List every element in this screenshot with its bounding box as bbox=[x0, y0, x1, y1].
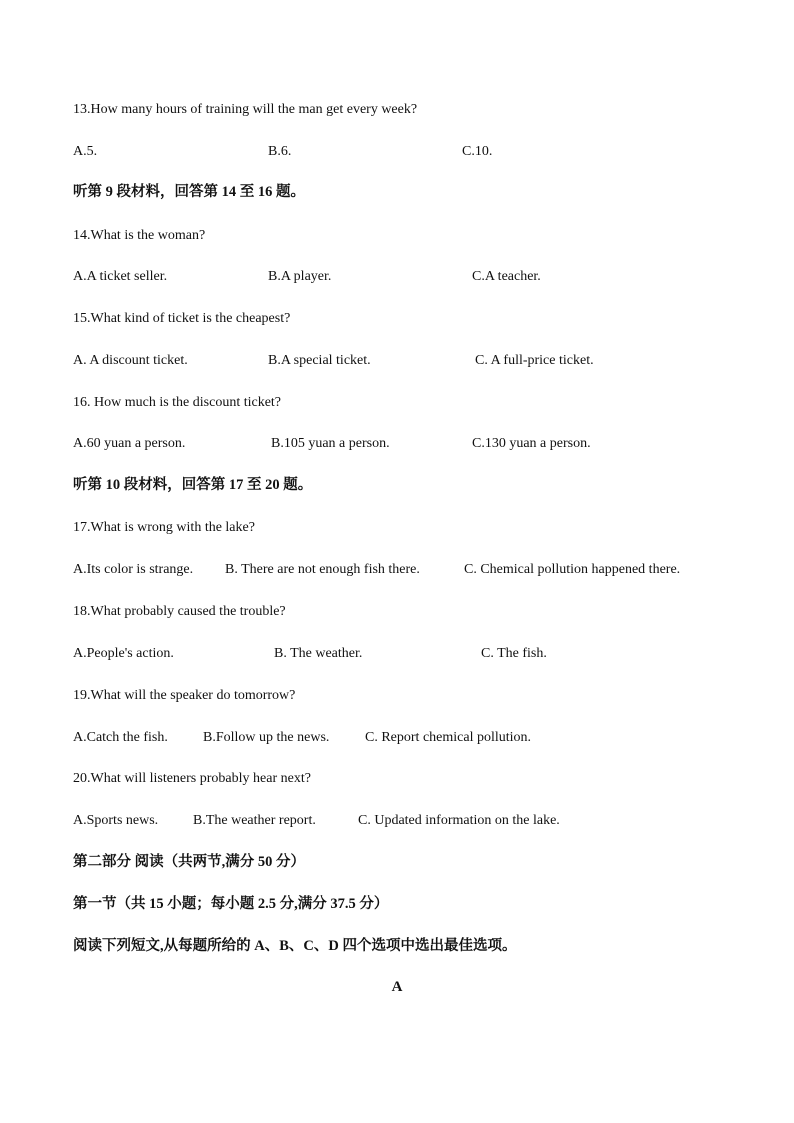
question-text: 19.What will the speaker do tomorrow? bbox=[73, 688, 296, 703]
option-c: C.130 yuan a person. bbox=[472, 436, 591, 451]
answer-options bbox=[0, 268, 794, 286]
option-c: C. Chemical pollution happened there. bbox=[464, 562, 681, 577]
option-c: C. Report chemical pollution. bbox=[365, 730, 532, 745]
option-b: B.105 yuan a person. bbox=[271, 436, 390, 451]
answer-options bbox=[0, 561, 794, 579]
option-a: A.People's action. bbox=[73, 646, 174, 661]
option-c: C. Updated information on the lake. bbox=[358, 813, 560, 828]
section-heading: 听第 10 段材料，回答第 17 至 20 题。 bbox=[73, 477, 313, 493]
answer-options bbox=[0, 729, 794, 747]
section-heading: 第二部分 阅读（共两节,满分 50 分） bbox=[73, 854, 305, 870]
question-text: 18.What probably caused the trouble? bbox=[73, 604, 286, 619]
section-heading: 听第 9 段材料，回答第 14 至 16 题。 bbox=[73, 184, 305, 200]
option-b: B. There are not enough fish there. bbox=[225, 562, 420, 577]
option-c: C. The fish. bbox=[481, 646, 547, 661]
option-b: B.Follow up the news. bbox=[203, 730, 330, 745]
option-c: C.A teacher. bbox=[472, 269, 541, 284]
question-text: 15.What kind of ticket is the cheapest? bbox=[73, 311, 291, 326]
option-a: A.60 yuan a person. bbox=[73, 436, 186, 451]
question-text: 16. How much is the discount ticket? bbox=[73, 395, 282, 410]
option-a: A. A discount ticket. bbox=[73, 353, 188, 368]
section-heading: 第一节（共 15 小题；每小题 2.5 分,满分 37.5 分） bbox=[73, 896, 389, 912]
section-heading: 阅读下列短文,从每题所给的 A、B、C、D 四个选项中选出最佳选项。 bbox=[73, 938, 517, 954]
option-a: A.A ticket seller. bbox=[73, 269, 168, 284]
option-c: C.10. bbox=[462, 144, 493, 159]
option-c: C. A full-price ticket. bbox=[475, 353, 594, 368]
option-b: B.6. bbox=[268, 144, 292, 159]
question-text: 13.How many hours of training will the man get every week? bbox=[73, 102, 418, 117]
option-b: B.A player. bbox=[268, 269, 332, 284]
option-a: A.5. bbox=[73, 144, 98, 159]
option-b: B. The weather. bbox=[274, 646, 363, 661]
question-text: 17.What is wrong with the lake? bbox=[73, 520, 255, 535]
option-b: B.The weather report. bbox=[193, 813, 316, 828]
option-b: B.A special ticket. bbox=[268, 353, 371, 368]
passage-letter: A bbox=[391, 979, 403, 995]
option-a: A.Its color is strange. bbox=[73, 562, 194, 577]
answer-options bbox=[0, 645, 794, 663]
option-a: A.Sports news. bbox=[73, 813, 159, 828]
answer-options bbox=[0, 143, 794, 161]
question-text: 20.What will listeners probably hear next? bbox=[73, 771, 311, 786]
answer-options bbox=[0, 435, 794, 453]
option-a: A.Catch the fish. bbox=[73, 730, 168, 745]
answer-options bbox=[0, 812, 794, 830]
question-text: 14.What is the woman? bbox=[73, 228, 206, 243]
answer-options bbox=[0, 352, 794, 370]
